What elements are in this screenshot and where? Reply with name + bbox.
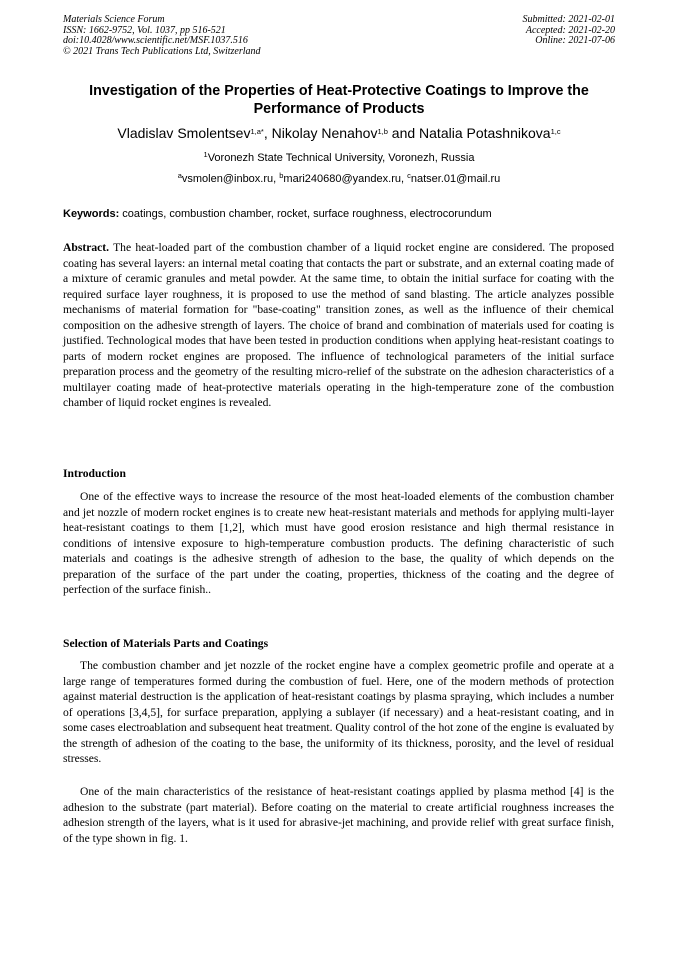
paper-title: Investigation of the Properties of Heat-Protective Coatings to Improve the Performance of Products	[89, 83, 589, 117]
email-mark: a	[177, 171, 182, 180]
author-emails	[60, 172, 618, 186]
journal-copyright: © 2021 Trans Tech Publications Ltd, Switzerland	[63, 45, 261, 57]
online-date: Online: 2021-07-06	[535, 35, 615, 47]
email-link[interactable]: vsmolen@inbox.ru,	[181, 173, 280, 185]
author-name: Natalia Potashnikova	[419, 125, 551, 141]
accepted-date: Accepted: 2021-02-20	[525, 24, 615, 36]
author-list	[60, 124, 618, 142]
selection-paragraph-2: One of the main characteristics of the resistance of heat-resistant coatings applied by plasma method [4] is the adhesion to the substrate (part material). Before coating on the material to create artificial roughness increases the adhesion strength of the layers, what is it used for abrasive-jet machining, and provide relief with great surface finish, of the type shown in fig. 1.	[63, 785, 614, 845]
section-heading-introduction: Introduction	[63, 467, 126, 480]
email-mark: c	[407, 171, 411, 180]
author-separator: ,	[263, 125, 272, 141]
publication-dates	[523, 15, 616, 47]
affiliation-mark: 1	[203, 150, 208, 159]
affiliation-text: Voronezh State Technical University, Voronezh, Russia	[207, 152, 475, 164]
journal-issn: ISSN: 1662-9752, Vol. 1037, pp 516-521	[63, 24, 226, 36]
abstract-label: Abstract.	[63, 241, 110, 254]
email-link[interactable]: natser.01@mail.ru	[410, 173, 501, 185]
author-separator: and	[387, 125, 420, 141]
keywords-text: coatings, combustion chamber, rocket, surface roughness, electrocorundum	[119, 208, 492, 220]
keywords-label: Keywords:	[63, 208, 120, 220]
author-name: Nikolay Nenahov	[271, 125, 378, 141]
selection-paragraph-1: The combustion chamber and jet nozzle of the rocket engine have a complex geometric profile and operate at a large range of temperatures formed during the combustion of fuel. Here, one of the modern methods of protection against material destruction is the application of heat-resistant coatings by plasma spraying, which includes a number of operations [3,4,5], for surface preparation, applying a sublayer (if necessary) and a heat-resistant coating, and in some cases electroablation and subsequent heat treatment. Quality control of the hot zone of the engine is evaluated by the strength of adhesion of the coating to the base, the uniformity of its thickness, porosity, and the level of residual stresses.	[63, 659, 614, 765]
journal-name: Materials Science Forum	[63, 14, 165, 25]
journal-info	[63, 15, 261, 57]
email-mark: b	[279, 171, 284, 180]
affiliation	[60, 151, 618, 165]
author-affiliation-mark: 1,c	[550, 127, 561, 136]
author-affiliation-mark: 1,b	[377, 127, 388, 136]
section-heading-selection: Selection of Materials Parts and Coatings	[63, 637, 269, 650]
submitted-date: Submitted: 2021-02-01	[522, 14, 615, 25]
author-affiliation-mark: 1,a*	[250, 127, 264, 136]
email-link[interactable]: mari240680@yandex.ru,	[283, 173, 408, 185]
introduction-paragraph: One of the effective ways to increase the resource of the most heat-loaded elements of the combustion chamber and jet nozzle of modern rocket engines is to create new heat-resistant materials and methods for applying multi-layer heat-resistant coatings to them [1,2], which must have good erosion resistance and high thermal resistance in conditions of intensive exposure to high-temperature combustion products. The defining characteristic of such materials and coatings is the adhesive strength of adhesion to the base, the quality of which depends on the preparation of the surface of the part under the coating, properties, thickness of the coating and the degree of perfection of the surface finish..	[63, 490, 614, 596]
abstract	[63, 240, 614, 411]
abstract-text: The heat-loaded part of the combustion chamber of a liquid rocket engine are considered. The proposed coating has several layers: an internal metal coating that contacts the part or substrate, and an external coating made of a mixture of ceramic granules and metal powder. At the same time, to obtain the initial surface for coating with the required surface layer roughness, it is proposed to use the method of sand blasting. The article analyzes possible mechanisms of material formation for "base-coating" transition zones, as well as the influence of their chemical composition on the adhesive strength of layers. The choice of brand and combination of materials used for coating is justified. Technological modes that have been tested in production conditions when applying heat-resistant coatings to parts of modern rocket engines are proposed. The influence of technological parameters of the initial surface preparation process and the geometry of the resulting micro-relief of the substrate on the adhesion characteristics of a multilayer coating made of heat-protective materials operating in the high-temperature zone of the combustion chamber of liquid rocket engines is revealed.	[63, 241, 614, 409]
keywords	[63, 207, 615, 221]
journal-doi[interactable]: doi:10.4028/www.scientific.net/MSF.1037.516	[63, 35, 248, 47]
author-name: Vladislav Smolentsev	[117, 125, 251, 141]
